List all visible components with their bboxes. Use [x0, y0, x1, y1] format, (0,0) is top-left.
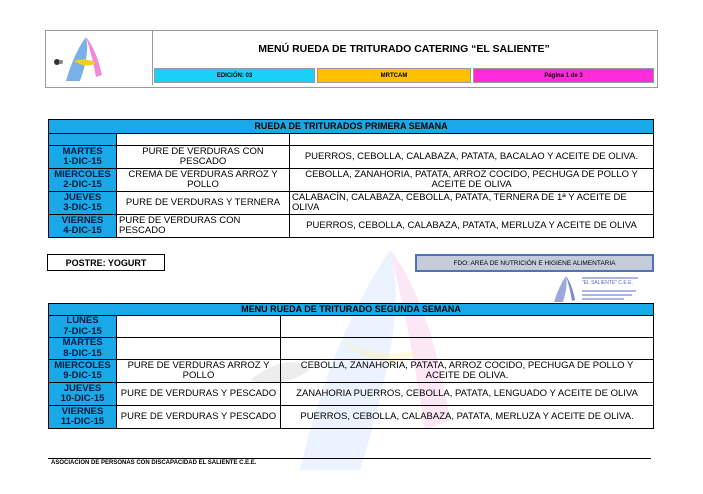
ingredients-cell: CEBOLLA, ZANAHORIA, PATATA, ARROZ COCIDO, PECHUGA DE POLLO Y ACEITE DE OLIVA.	[281, 360, 654, 383]
day-date: 8-DIC-15	[63, 347, 102, 359]
ingredients-cell: ZANAHORIA PUERROS, CEBOLLA, PATATA, LENGUADO Y ACEITE DE OLIVA	[281, 383, 654, 406]
dish-cell: PURE DE VERDURAS ARROZ Y POLLO	[117, 360, 281, 383]
table-title-row	[49, 304, 654, 316]
table-row	[49, 360, 654, 383]
day-cell	[49, 215, 117, 238]
dish-cell	[117, 338, 281, 360]
table-row	[49, 406, 654, 429]
day-name: JUEVES	[63, 191, 102, 203]
day-date: 9-DIC-15	[63, 370, 102, 381]
day-cell	[49, 316, 117, 338]
day-cell	[49, 146, 117, 169]
day-name: LUNES	[66, 315, 99, 326]
ingredients-cell: PUERROS, CEBOLLA, CALABAZA, PATATA, MERLUZA Y ACEITE DE OLIVA	[290, 215, 654, 238]
table-row	[49, 215, 654, 238]
table-cell	[49, 134, 117, 146]
table-row	[49, 338, 654, 360]
dish-cell: CREMA DE VERDURAS ARROZ Y POLLO	[117, 169, 290, 192]
day-name: MARTES	[62, 337, 103, 348]
dish-cell: PURE DE VERDURAS Y PESCADO	[117, 406, 281, 429]
postre-box: POSTRE: YOGURT	[47, 254, 165, 271]
footer-divider	[48, 458, 651, 459]
dish-cell: PURE DE VERDURAS Y PESCADO	[117, 383, 281, 406]
dish-cell: PURE DE VERDURAS Y TERNERA	[117, 192, 290, 215]
day-date: 10-DIC-15	[60, 393, 105, 404]
day-cell	[49, 383, 117, 406]
day-name: VIERNES	[61, 214, 104, 226]
day-date: 11-DIC-15	[60, 416, 105, 427]
day-cell	[49, 406, 117, 429]
page-label: Página 1 de 3	[473, 68, 654, 83]
week1-title: RUEDA DE TRITURADOS PRIMERA SEMANA	[49, 120, 654, 134]
day-name: MARTES	[62, 145, 103, 157]
day-name: JUEVES	[63, 382, 102, 394]
day-cell	[49, 360, 117, 383]
day-date: 1-DIC-15	[63, 156, 102, 167]
dish-cell: PURE DE VERDURAS CON PESCADO	[117, 215, 290, 238]
stamp-text: "EL SALIENTE" C.E.E.	[582, 280, 633, 286]
week1-table	[48, 119, 654, 238]
logo-box	[46, 31, 153, 85]
ingredients-cell: PUERROS, CEBOLLA, CALABAZA, PATATA, BACALAO Y ACEITE DE OLIVA.	[290, 146, 654, 169]
code-label: MRTCAM	[317, 68, 471, 83]
signature-area-label: FDO: AREA DE NUTRICIÓN E HIGIENE ALIMENTARIA	[415, 254, 654, 272]
day-date: 7-DIC-15	[63, 325, 102, 337]
day-name: VIERNES	[61, 405, 104, 417]
week2-table	[48, 303, 654, 429]
day-date: 3-DIC-15	[63, 202, 102, 213]
association-logo	[46, 31, 152, 85]
official-stamp	[548, 274, 654, 304]
table-title-row	[49, 120, 654, 134]
table-row	[49, 192, 654, 215]
ingredients-cell: CALABACÍN, CALABAZA, CEBOLLA, PATATA, TERNERA DE 1ª Y ACEITE DE OLIVA	[290, 192, 654, 215]
stamp-graphic	[548, 274, 654, 304]
day-date: 2-DIC-15	[63, 179, 102, 190]
document-title: MENÚ RUEDA DE TRITURADO CATERING “EL SALIENTE”	[258, 43, 550, 55]
day-cell	[49, 338, 117, 360]
week2-title: MENU RUEDA DE TRITURADO SEGUNDA SEMANA	[49, 304, 654, 316]
ingredients-cell	[281, 338, 654, 360]
ingredients-cell	[281, 316, 654, 338]
table-cell	[290, 134, 654, 146]
ingredients-cell: CEBOLLA, ZANAHORIA, PATATA, ARROZ COCIDO, PECHUGA DE POLLO Y ACEITE DE OLIVA	[290, 169, 654, 192]
day-cell	[49, 169, 117, 192]
day-date: 4-DIC-15	[63, 225, 102, 236]
ingredients-cell: PUERROS, CEBOLLA, CALABAZA, PATATA, MERLUZA Y ACEITE DE OLIVA.	[281, 406, 654, 429]
edition-label: EDICIÓN: 03	[154, 68, 315, 83]
day-cell	[49, 192, 117, 215]
footer-association: ASOCIACIÓN DE PERSONAS CON DISCAPACIDAD EL SALIENTE C.E.E.	[51, 460, 257, 466]
table-spacer-row	[49, 134, 654, 146]
table-cell	[117, 134, 290, 146]
day-name: MIERCOLES	[54, 359, 111, 371]
table-row	[49, 146, 654, 169]
dish-cell	[117, 316, 281, 338]
table-row	[49, 169, 654, 192]
table-row	[49, 316, 654, 338]
dish-cell: PURE DE VERDURAS CON PESCADO	[117, 146, 290, 169]
table-row	[49, 383, 654, 406]
day-name: MIERCOLES	[54, 168, 111, 180]
